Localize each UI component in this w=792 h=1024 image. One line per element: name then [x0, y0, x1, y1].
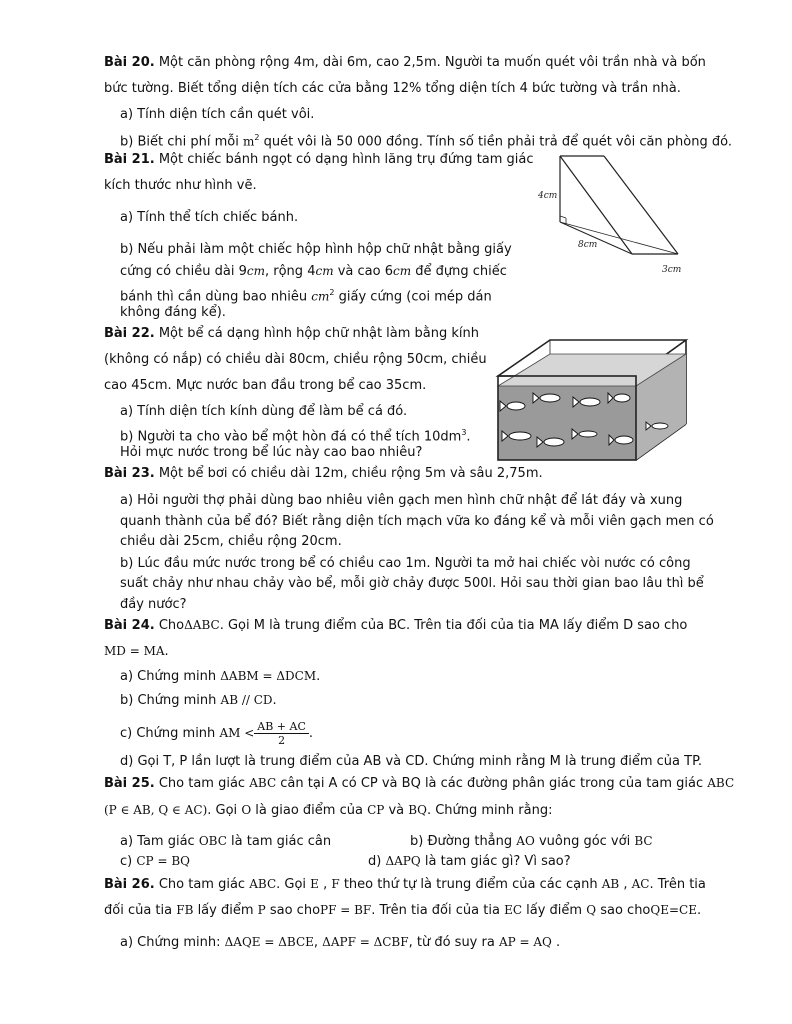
b26-l1-ab: AB	[601, 877, 620, 891]
b22-b1-exp: 3	[461, 428, 467, 437]
b25-l2-and: và	[388, 803, 405, 818]
b20-b-unit: m	[242, 134, 255, 149]
b22-b1-end: .	[466, 429, 471, 445]
b26-a	[120, 934, 560, 951]
b25-l2-o: O	[241, 803, 252, 817]
b24-l1-a: Cho	[158, 618, 185, 633]
b24-l2-m: MD = MA	[104, 644, 165, 658]
b25-d-pre: d)	[368, 854, 382, 869]
b21-b3-a: bánh thì cần dùng bao nhiêu	[120, 289, 308, 305]
b25-l2-b: . Gọi	[207, 803, 238, 818]
b25-d-m: ΔAPQ	[385, 854, 421, 868]
b20-b	[120, 129, 732, 150]
b24-line1	[104, 617, 687, 634]
b20-b-pre: b) Biết chi phí mỗi	[120, 134, 239, 150]
b21-line1	[104, 151, 534, 168]
b21-b2-v3: 6	[384, 264, 393, 279]
b24-a: a) Chứng minh ΔABM = ΔDCM.	[120, 669, 321, 684]
b26-l2-b: lấy điểm	[197, 903, 254, 918]
b26-l1-d: theo thứ tự là trung điểm của các cạnh	[343, 877, 598, 892]
b24-c-frac	[254, 720, 309, 747]
b21-title: Bài 21.	[104, 152, 155, 167]
b21-b3-u: cm	[311, 289, 330, 304]
b26-l2-ec: EC	[504, 903, 523, 917]
b24-line2	[104, 643, 169, 660]
b25-b-mid: vuông góc với	[538, 834, 631, 849]
b25-c	[120, 853, 190, 870]
b25-l2-m: (P ∈ AB, Q ∈ AC)	[104, 803, 208, 817]
b25-title: Bài 25.	[104, 776, 155, 791]
b21-a: a) Tính thể tích chiếc bánh.	[120, 210, 299, 225]
b22-b1-text: b) Người ta cho vào bể một hòn đá có thể tích 10dm	[120, 429, 462, 445]
aquarium-figure	[492, 336, 692, 462]
b21-b2-u2: cm	[315, 264, 334, 278]
b22-b2: Hỏi mực nước trong bể lúc này cao bao nhiêu?	[120, 445, 423, 460]
b26-a-m2: ΔAPF = ΔCBF	[322, 935, 409, 949]
b26-l2-e: lấy điểm	[526, 903, 583, 918]
b21-b3	[120, 284, 492, 305]
b22-title: Bài 22.	[104, 326, 155, 341]
b21-b2-u1: cm	[246, 264, 265, 278]
b26-line2	[104, 902, 701, 919]
b21-b2-u3: cm	[393, 264, 412, 278]
b24-l1-tri: ΔABC	[184, 618, 220, 632]
b23-b3: đầy nước?	[120, 597, 187, 612]
b22-text1: Một bể cá dạng hình hộp chữ nhật làm bằng kính	[158, 326, 480, 341]
b26-l1-e2: ,	[623, 877, 628, 892]
b20-line1	[104, 54, 706, 71]
b24-l2-end: .	[164, 644, 169, 659]
b24-c-num: AB + AC	[254, 720, 309, 734]
b25-l1-m2: ABC	[707, 776, 735, 790]
b21-b3-exp: 2	[329, 288, 335, 297]
b24-title: Bài 24.	[104, 618, 155, 633]
b24-c-m: AM <	[219, 726, 255, 740]
b25-a-m: OBC	[198, 834, 227, 848]
b22-a: a) Tính diện tích kính dùng để làm bể cá đó.	[120, 404, 408, 419]
b26-a-mid: , từ đó suy ra	[408, 935, 495, 950]
b23-a1: a) Hỏi người thợ phải dùng bao nhiêu viên gạch men hình chữ nhật để lát đáy và xung	[120, 493, 683, 508]
b25-b-m1: AO	[516, 834, 535, 848]
b26-l1-ac: AC	[631, 877, 650, 891]
b26-a-m3: AP = AQ	[498, 935, 552, 949]
b25-c-pre: c)	[120, 854, 133, 869]
b23-line1	[104, 465, 543, 482]
b24-d: d) Gọi T, P lần lượt là trung điểm của AB và CD. Chứng minh rằng M là trung điểm của TP.	[120, 754, 703, 769]
b26-a-end: .	[556, 935, 561, 950]
b25-a-post: là tam giác cân	[231, 834, 332, 849]
b26-l1-c: ,	[323, 877, 328, 892]
prism-figure	[528, 152, 718, 282]
b24-c-den: 2	[278, 734, 286, 747]
b20-line2: bức tường. Biết tổng diện tích các cửa bằng 12% tổng diện tích 4 bức tường và trần nhà.	[104, 81, 681, 96]
prism-label-h: 4cm	[538, 191, 558, 201]
b25-l1-b: cân tại A có CP và BQ là các đường phân giác trong của tam giác	[280, 776, 704, 791]
b24-l1-b: . Gọi M là trung điểm của BC. Trên tia đối của tia MA lấy điểm D sao cho	[219, 618, 688, 633]
b21-b4: không đáng kể).	[120, 305, 226, 320]
b23-b1: b) Lúc đầu mức nước trong bể có chiều cao 1m. Người ta mở hai chiếc vòi nước có công	[120, 556, 691, 571]
b24-a-m: ΔABM = ΔDCM	[220, 669, 317, 683]
b25-d	[368, 853, 571, 870]
b24-b-pre: b) Chứng minh	[120, 693, 217, 708]
b26-l2-q: Q	[586, 903, 597, 917]
b24-b-m: AB // CD	[220, 693, 273, 707]
b22-line3: cao 45cm. Mực nước ban đầu trong bể cao 35cm.	[104, 378, 427, 393]
b26-l1-end: . Trên tia	[649, 877, 706, 892]
b21-b2-b: , rộng	[264, 264, 304, 279]
b26-l1-m1: ABC	[249, 877, 277, 891]
b21-line2: kích thước như hình vẽ.	[104, 178, 257, 193]
b25-d-post: là tam giác gì? Vì sao?	[424, 854, 571, 869]
b25-a	[120, 833, 331, 850]
b26-l1-f: F	[331, 877, 340, 891]
b21-b2-c: và cao	[337, 264, 381, 279]
b21-b2	[120, 263, 507, 280]
b25-l2-c: là giao điểm của	[255, 803, 363, 818]
b21-b2-v2: 4	[307, 264, 316, 279]
b22-b1	[120, 424, 471, 445]
b20-b-exp: 2	[254, 133, 260, 142]
b23-title: Bài 23.	[104, 466, 155, 481]
b20-a: a) Tính diện tích cần quét vôi.	[120, 107, 315, 122]
b25-l1-m1: ABC	[249, 776, 277, 790]
b21-text1: Một chiếc bánh ngọt có dạng hình lăng trụ đứng tam giác	[158, 152, 534, 167]
b25-c-m: CP = BQ	[136, 854, 190, 868]
b26-l1-a: Cho tam giác	[158, 877, 246, 892]
b26-a-m1: ΔAQE = ΔBCE	[224, 935, 314, 949]
b21-b3-b: giấy cứng (coi mép dán	[338, 289, 492, 305]
b21-b2-a: cứng có chiều dài	[120, 264, 235, 279]
b25-l2-cp: CP	[367, 803, 385, 817]
b23-a3: chiều dài 25cm, chiều rộng 20cm.	[120, 534, 342, 549]
b20-text1: Một căn phòng rộng 4m, dài 6m, cao 2,5m. Người ta muốn quét vôi trần nhà và bốn	[158, 55, 706, 70]
b26-a-pre: a) Chứng minh:	[120, 935, 221, 950]
b23-text1: Một bể bơi có chiều dài 12m, chiều rộng 5m và sâu 2,75m.	[158, 466, 543, 481]
b26-l1-b: . Gọi	[276, 877, 307, 892]
b25-a-pre: a) Tam giác	[120, 834, 195, 849]
b24-c: c) Chứng minh AM < $\frac{AB + AC}{2}$ .	[120, 720, 314, 747]
prism-label-w: 3cm	[662, 265, 682, 275]
b22-line2: (không có nắp) có chiều dài 80cm, chiều rộng 50cm, chiều	[104, 352, 487, 367]
b25-l1-a: Cho tam giác	[158, 776, 246, 791]
b26-l2-f: sao cho	[600, 903, 651, 918]
b26-l2-fb: FB	[176, 903, 194, 917]
b26-l2-a: đối của tia	[104, 903, 173, 918]
b25-line2	[104, 802, 552, 819]
b20-b-post: quét vôi là 50 000 đồng. Tính số tiền phải trả để quét vôi căn phòng đó.	[263, 134, 732, 150]
b26-line1	[104, 876, 706, 893]
b26-l2-m2: QE=CE	[650, 903, 697, 917]
b23-b2: suất chảy như nhau chảy vào bể, mỗi giờ chảy được 500l. Hỏi sau thời gian bao lâu thì bể	[120, 576, 704, 591]
b24-b: b) Chứng minh AB // CD.	[120, 693, 277, 708]
b26-l2-d: . Trên tia đối của tia	[371, 903, 500, 918]
b25-l2-d: . Chứng minh rằng:	[426, 803, 553, 818]
b26-l2-m1: PF = BF	[320, 903, 372, 917]
b22-line1	[104, 325, 479, 342]
b26-l1-e: E	[310, 877, 319, 891]
b25-b-pre: b) Đường thẳng	[410, 834, 513, 849]
b25-line1	[104, 775, 734, 792]
b21-b1: b) Nếu phải làm một chiếc hộp hình hộp chữ nhật bằng giấy	[120, 242, 512, 257]
b24-a-pre: a) Chứng minh	[120, 669, 217, 684]
b21-b2-v1: 9	[238, 264, 247, 279]
b20-title: Bài 20.	[104, 55, 155, 70]
b24-c-pre: c) Chứng minh	[120, 726, 216, 741]
b26-l2-c: sao cho	[269, 903, 321, 918]
b21-b2-d: để đựng chiếc	[415, 264, 507, 279]
b26-a-sep: ,	[313, 935, 319, 950]
b26-l2-p: P	[257, 903, 266, 917]
b25-b-m2: BC	[634, 834, 653, 848]
b23-a2: quanh thành của bể đó? Biết rằng diện tích mạch vữa ko đáng kể và mỗi viên gạch men có	[120, 514, 714, 529]
b25-l2-bq: BQ	[408, 803, 427, 817]
b26-title: Bài 26.	[104, 877, 155, 892]
prism-label-l: 8cm	[578, 240, 598, 250]
b26-l2-end: .	[696, 903, 702, 918]
b25-b	[410, 833, 653, 850]
